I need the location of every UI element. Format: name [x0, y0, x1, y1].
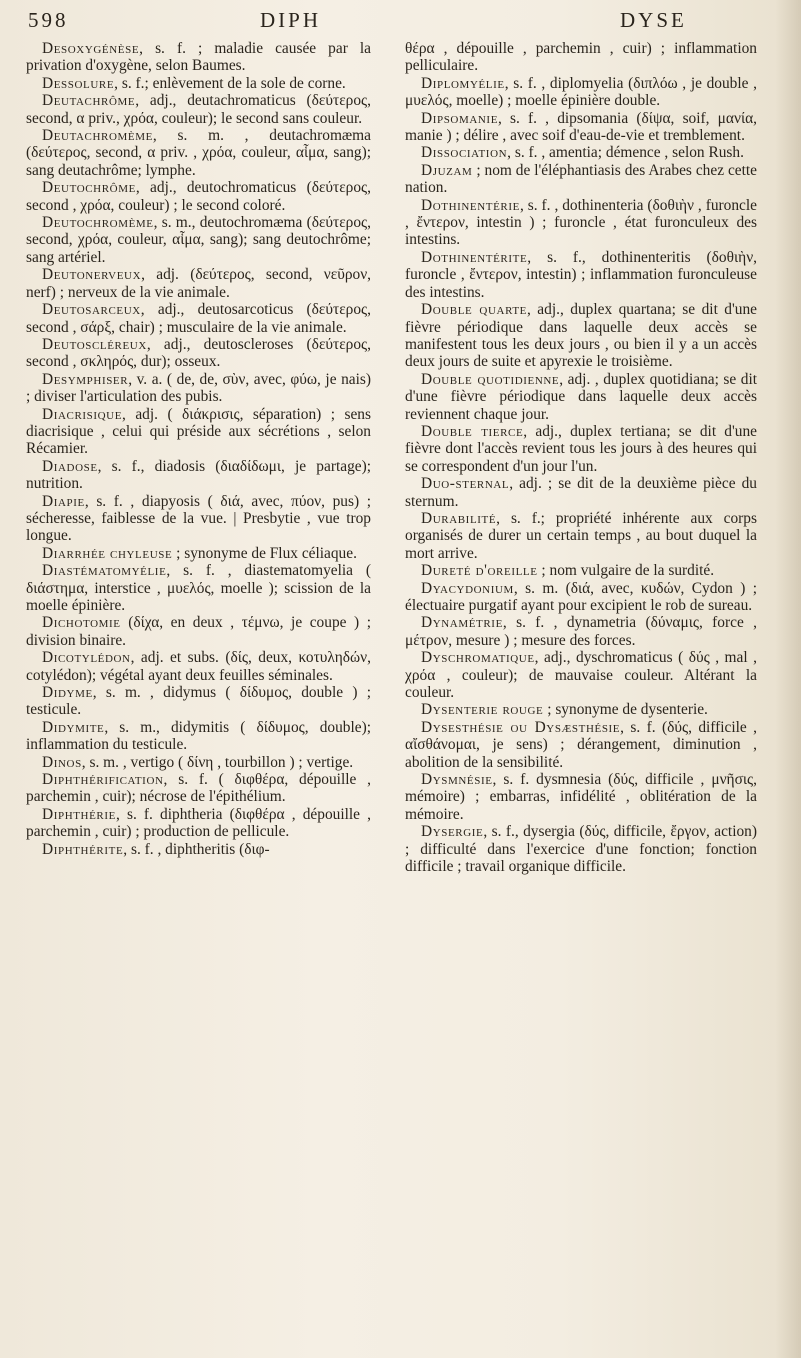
- entry-headword: Double tierce: [421, 422, 524, 440]
- entry-headword: Diadose: [42, 457, 98, 475]
- entry-headword: Dysesthésie ou Dysæsthésie: [421, 718, 621, 736]
- dictionary-entry: [405, 614, 757, 649]
- running-head-left: DIPH: [260, 8, 322, 32]
- entry-headword: Diarrhée chyleuse: [42, 544, 173, 562]
- dictionary-entry: [405, 719, 757, 771]
- entry-headword: Dicotylédon: [42, 649, 131, 667]
- dictionary-entry: [26, 336, 371, 371]
- dictionary-entry: [26, 406, 371, 458]
- entry-headword: Durabilité: [421, 509, 497, 527]
- dictionary-entry: [26, 301, 371, 336]
- entry-definition: , s. f. , diphtheritis (διφ-: [123, 840, 270, 858]
- entry-definition: , s. f. , dipsomania (δίψα, soif, μανία, manie ) ; délire , avec soif d'eau-de-vie et tremblement.: [405, 109, 757, 145]
- entry-headword: Double quarte: [421, 301, 527, 319]
- dictionary-entry: [405, 510, 757, 562]
- entry-definition: , s. f. , diapyosis ( διά, avec, πύον, pus) ; sécheresse, faiblesse de la vue. | Presbytie , vue trop longue.: [26, 492, 371, 545]
- entry-definition: , adj. et subs. (δίς, deux, κοτυληδών, cotylédon); végétal ayant deux feuilles séminales.: [26, 649, 371, 684]
- dictionary-entry: [405, 75, 757, 110]
- dictionary-entry: [26, 754, 371, 771]
- dictionary-entry: [405, 144, 757, 161]
- entry-headword: Dureté d'oreille: [421, 562, 538, 580]
- entry-headword: Deutoscléreux: [42, 335, 147, 353]
- dictionary-entry: [26, 493, 371, 545]
- entry-definition: , adj., deutachromaticus (δεύτερος, second, α priv., χρόα, couleur); le second sans couleur.: [26, 92, 371, 127]
- dictionary-entry: [405, 562, 757, 579]
- dictionary-entry: [26, 92, 371, 127]
- dictionary-entry: [405, 162, 757, 197]
- dictionary-entry: [26, 771, 371, 806]
- dictionary-entry: [26, 841, 371, 858]
- entry-headword: Dyacydonium: [421, 579, 514, 597]
- entry-definition: , adj., deutosarcoticus (δεύτερος, second , σάρξ, chair) ; musculaire de la vie animale.: [26, 301, 371, 336]
- dictionary-entry: [405, 423, 757, 475]
- entry-definition: , adj. (δεύτερος, second, νεῦρον, nerf) ; nerveux de la vie animale.: [26, 266, 371, 301]
- dictionary-entry: [405, 249, 757, 301]
- entry-headword: Dinos: [42, 753, 82, 771]
- entry-headword: Didyme: [42, 684, 93, 702]
- page-number: 598: [28, 8, 69, 32]
- entry-headword: Duo-sternal: [421, 475, 510, 493]
- entry-definition: ; synonyme de dysenterie.: [543, 701, 708, 719]
- entry-definition: , s. f. , dynametria (δύναμις, force , μέτρον, mesure ) ; mesure des forces.: [405, 614, 757, 649]
- entry-definition: , s. f. , dothinenteria (δοθιὴν , furoncle , ἔντερον, intestin ) ; furoncle , état furonculeux des intestins.: [405, 196, 757, 249]
- entry-headword: Didymite: [42, 718, 105, 736]
- entry-headword: Dysenterie rouge: [421, 701, 544, 719]
- dictionary-entry: [26, 214, 371, 266]
- entry-headword: Dysmnésie: [421, 771, 493, 789]
- entry-headword: Diphthérite: [42, 840, 124, 858]
- entry-headword: Diapie: [42, 492, 85, 510]
- entry-definition: , s. f.; propriété inhérente aux corps organisés de durer un certain temps , au bout duquel la mort arrive.: [405, 509, 757, 562]
- entry-definition: , s. f. ; maladie causée par la privation d'oxygène, selon Baumes.: [26, 40, 371, 75]
- entry-definition: , adj., dyschromaticus ( δύς , mal , χρόα , couleur); de mauvaise couleur. Altérant la couleur.: [405, 649, 757, 702]
- entry-definition: , s. m. , deutachromæma (δεύτερος, second, α priv. , χρόα, couleur, αἷμα, sang); sang deutachrôme; lymphe.: [26, 127, 371, 179]
- entry-definition: , s. m. , didymus ( δίδυμος, double ) ; testicule.: [26, 684, 371, 719]
- entry-headword: Diastématomyélie: [42, 562, 167, 580]
- dictionary-entry: [26, 127, 371, 179]
- entry-definition: , adj. ( διάκρισις, séparation) ; sens diacrisique , celui qui préside aux sécrétions , selon Récamier.: [26, 405, 371, 458]
- entry-definition: , v. a. ( de, de, σὺν, avec, φύω, je nais) ; diviser l'articulation des pubis.: [26, 370, 371, 406]
- dictionary-entry: [405, 701, 757, 718]
- entry-definition: , adj. , duplex quotidiana; se dit d'une fièvre périodique dans laquelle deux accès reviennent chaque jour.: [405, 370, 757, 423]
- running-head-right: DYSE: [620, 8, 687, 32]
- entry-headword: Dessolure: [42, 74, 115, 92]
- dictionary-entry: [26, 719, 371, 754]
- entry-headword: Deutachromème: [42, 127, 153, 145]
- entry-headword: Djuzam: [421, 161, 473, 179]
- entry-definition: , s. m., didymitis ( δίδυμος, double); inflammation du testicule.: [26, 718, 371, 754]
- dictionary-entry: [405, 301, 757, 371]
- entry-headword: Desoxygénèse: [42, 40, 140, 57]
- entry-headword: Double quotidienne: [421, 370, 560, 388]
- entry-headword: Deutonerveux: [42, 266, 142, 284]
- dictionary-entry: [405, 40, 757, 75]
- dictionary-entry: [26, 684, 371, 719]
- page-edge-shadow: [775, 0, 801, 1358]
- entry-definition: ; nom vulgaire de la surdité.: [537, 562, 715, 580]
- entry-definition: , s. m. , vertigo ( δίνη , tourbillon ) ; vertige.: [81, 753, 354, 771]
- entry-definition: , s. f., dysergia (δύς, difficile, ἔργον, action) ; difficulté dans l'exercice d'une fonction; fonction difficile ; travail organique difficile.: [405, 823, 757, 876]
- left-column: [26, 40, 371, 1348]
- entry-definition: , adj., deutochromaticus (δεύτερος, second , χρόα, couleur) ; le second coloré.: [26, 179, 371, 214]
- entry-headword: Diphthérification: [42, 771, 164, 789]
- dictionary-entry: [26, 75, 371, 92]
- entry-headword: Dipsomanie: [421, 109, 499, 127]
- entry-headword: Dothinentérite: [421, 248, 528, 266]
- entry-definition: , s. f. diphtheria (διφθέρα , dépouille , parchemin , cuir) ; production de pellicule.: [26, 805, 371, 841]
- dictionary-entry: [405, 771, 757, 823]
- entry-definition: , adj. ; se dit de la deuxième pièce du sternum.: [405, 475, 757, 510]
- running-head: [28, 8, 768, 36]
- entry-headword: Diplomyélie: [421, 74, 505, 92]
- entry-headword: Deutosarceux: [42, 301, 141, 319]
- entry-definition: ; synonyme de Flux céliaque.: [172, 544, 357, 562]
- dictionary-entry: [26, 562, 371, 614]
- entry-definition: , s. f. dysmnesia (δύς, difficile , μνῆσις, mémoire) ; embarras, infidélité , oblitération de la mémoire.: [405, 771, 757, 823]
- entry-headword: Diacrisique: [42, 405, 123, 423]
- entry-definition: , s. f., dothinenteritis (δοθιὴν, furoncle , ἔντερον, intestin) ; inflammation furonculeuse des intestins.: [405, 248, 757, 301]
- entry-headword: Dysergie: [421, 823, 484, 841]
- entry-definition: ; nom de l'éléphantiasis des Arabes chez cette nation.: [405, 161, 757, 197]
- entry-headword: Deutochromème: [42, 214, 154, 232]
- entry-headword: Deutachrôme: [42, 92, 136, 110]
- entry-definition: , adj., duplex tertiana; se dit d'une fièvre dont l'accès revient tous les jours à des heures qui se correspondent d'un jour l'un.: [405, 422, 757, 475]
- entry-headword: Dynamétrie: [421, 614, 503, 632]
- entry-definition: , adj., deutoscleroses (δεύτερος, second , σκληρός, dur); osseux.: [26, 335, 371, 371]
- dictionary-entry: [405, 823, 757, 875]
- entry-definition: , s. f.; enlèvement de la sole de corne.: [114, 74, 346, 92]
- dictionary-entry: [26, 371, 371, 406]
- entry-headword: Deutochrôme: [42, 179, 136, 197]
- right-column: [405, 40, 757, 1348]
- entry-definition: , s. f. , diastematomyelia ( διάστημα, interstice , μυελός, moelle ); scission de la moelle épinière.: [26, 562, 371, 614]
- dictionary-entry: [405, 475, 757, 510]
- entry-definition: , s. f. , amentia; démence , selon Rush.: [507, 144, 744, 162]
- dictionary-entry: [26, 649, 371, 684]
- entry-definition: , s. f. , diplomyelia (διπλόω , je double , μυελός, moelle) ; moelle épinière double.: [405, 74, 757, 110]
- entry-definition: , adj., duplex quartana; se dit d'une fièvre périodique dans laquelle deux accès se manifestent tous les deux jours , ou bien il y a un accès deux jours de suite et apyrexie le troisième.: [405, 301, 757, 371]
- dictionary-entry: [26, 179, 371, 214]
- entry-headword: Dissociation: [421, 144, 508, 162]
- entry-definition: , s. m., deutochromæma (δεύτερος, second, χρόα, couleur, αἷμα, sang); sang deutochrôme; sang artériel.: [26, 214, 371, 266]
- entry-headword: Diphthérie: [42, 805, 116, 823]
- entry-headword: Desymphiser: [42, 370, 129, 388]
- dictionary-entry: [405, 580, 757, 615]
- dictionary-entry: [26, 40, 371, 75]
- entry-definition: , s. f. ( διφθέρα, dépouille , parchemin , cuir); nécrose de l'épithélium.: [26, 771, 371, 806]
- entry-definition: (δίχα, en deux , τέμνω, je coupe ) ; division binaire.: [26, 614, 371, 649]
- dictionary-entry: [405, 197, 757, 249]
- entry-definition: , s. f., diadosis (διαδίδωμι, je partage); nutrition.: [26, 457, 371, 493]
- entry-definition: , s. m. (διά, avec, κυδών, Cydon ) ; électuaire purgatif ayant pour excipient le rob de sureau.: [405, 579, 757, 614]
- dictionary-entry: [26, 266, 371, 301]
- entry-headword: Dyschromatique: [421, 649, 535, 667]
- dictionary-entry: [405, 649, 757, 701]
- dictionary-entry: [26, 458, 371, 493]
- entry-headword: Dothinentérie: [421, 196, 520, 214]
- entry-definition: , s. f. (δύς, difficile , αἴσθάνομαι, je sens) ; dérangement, diminution , abolition de la sensibilité.: [405, 718, 757, 771]
- entry-headword: Dichotomie: [42, 614, 121, 632]
- dictionary-entry: [405, 110, 757, 145]
- dictionary-entry: [26, 614, 371, 649]
- dictionary-entry: [26, 806, 371, 841]
- dictionary-entry: [405, 371, 757, 423]
- dictionary-entry: [26, 545, 371, 562]
- entry-definition: θέρα , dépouille , parchemin , cuir) ; inflammation pelliculaire.: [405, 40, 757, 75]
